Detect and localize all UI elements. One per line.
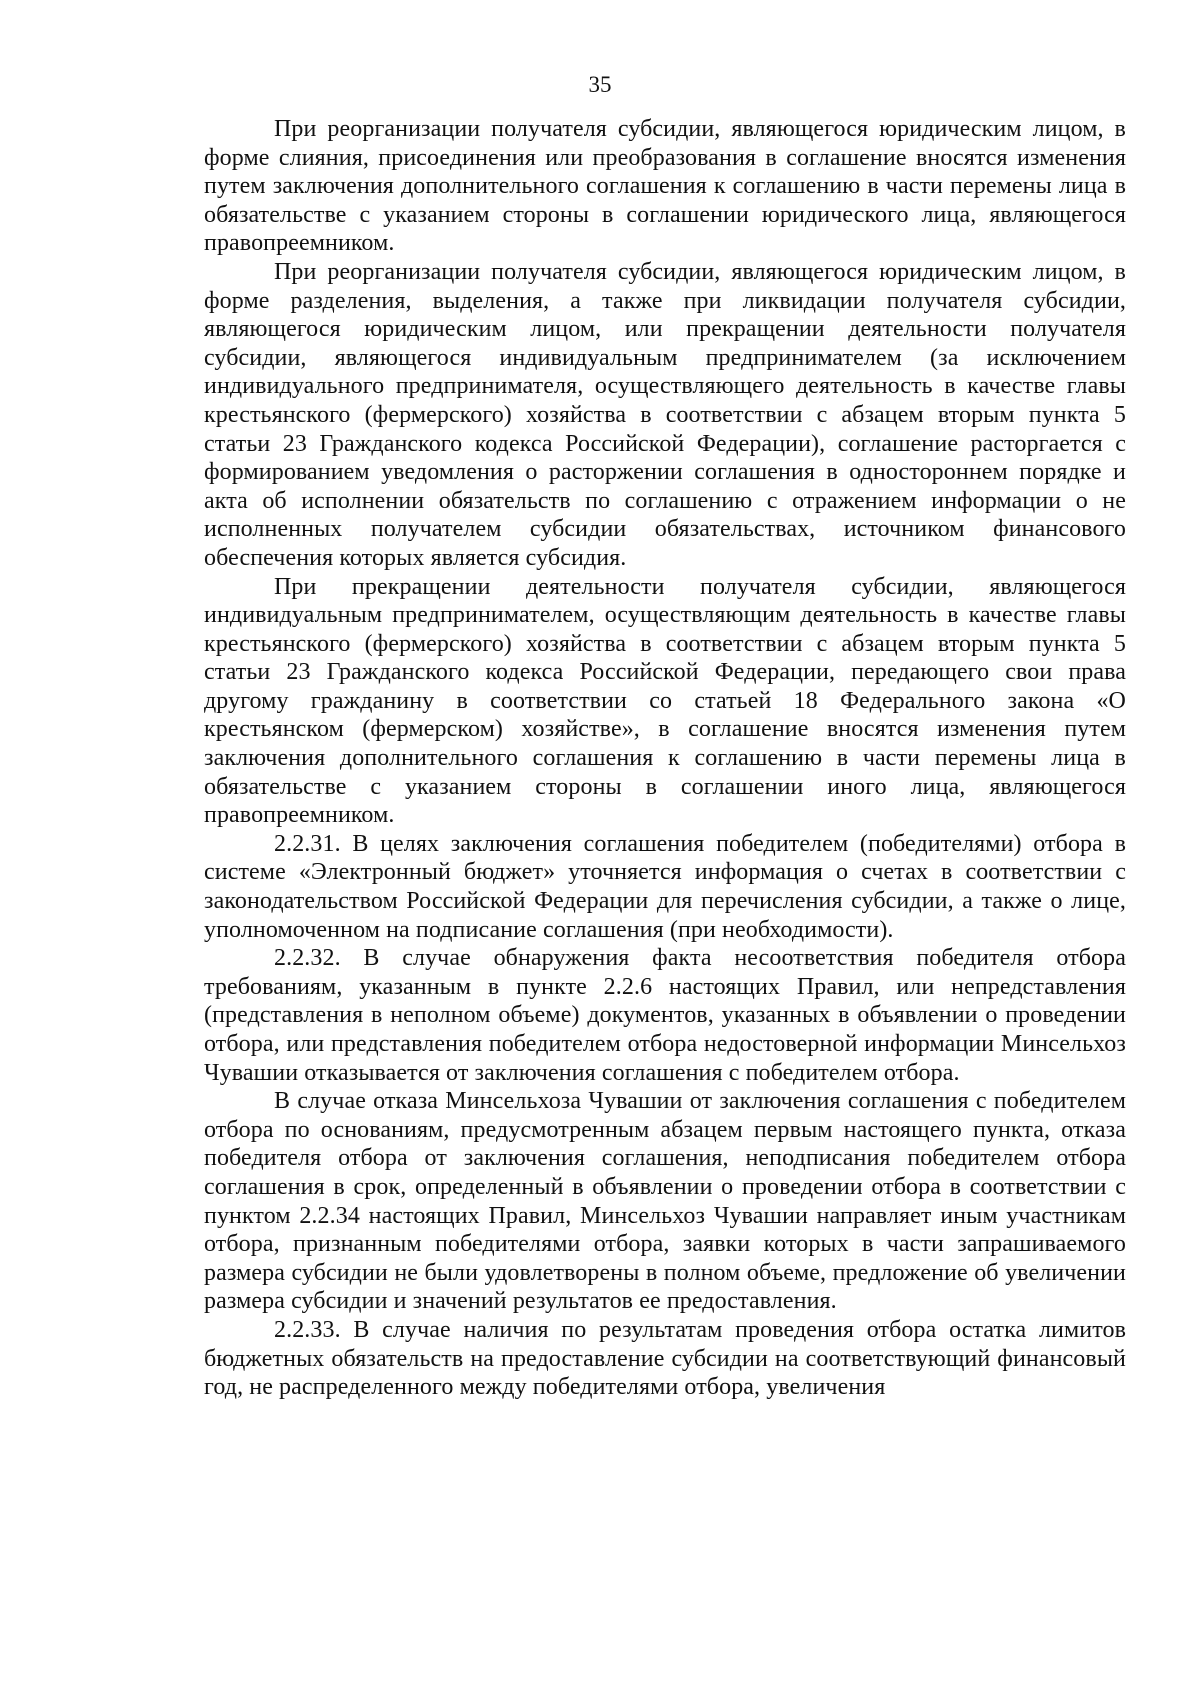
paragraph: При реорганизации получателя субсидии, являющегося юридическим лицом, в форме слияния, присоединения или преобразования в соглашение вносятся изменения путем заключения дополнительного соглашения к соглашению в части перемены лица в обязательстве с указанием стороны в соглашении юридического лица, являющегося правопреемником. bbox=[204, 116, 1126, 257]
paragraph: В случае отказа Минсельхоза Чувашии от заключения соглашения с победителем отбора по основаниям, предусмотренным абзацем первым настоящего пункта, отказа победителя отбора от заключения соглашения, неподписания победителем отбора соглашения в срок, определенный в объявлении о проведении отбора в соответствии с пунктом 2.2.34 настоящих Правил, Минсельхоз Чувашии направляет иным участникам отбора, признанным победителями отбора, заявки которых в части запрашиваемого размера субсидии не были удовлетворены в полном объеме, предложение об увеличении размера субсидии и значений результатов ее предоставления. bbox=[204, 1088, 1126, 1315]
paragraph-2-2-31: 2.2.31. В целях заключения соглашения победителем (победителями) отбора в системе «Электронный бюджет» уточняется информация о счетах в соответствии с законодательством Российской Федерации для перечисления субсидии, а также о лице, уполномоченном на подписание соглашения (при необходимости). bbox=[204, 830, 1126, 943]
paragraph: При прекращении деятельности получателя субсидии, являющегося индивидуальным предпринимателем, осуществляющим деятельность в качестве главы крестьянского (фермерского) хозяйства в соответствии с абзацем вторым пункта 5 статьи 23 Гражданского кодекса Российской Федерации, передающего свои права другому гражданину в соответствии со статьей 18 Федерального закона «О крестьянском (фермерском) хозяйстве», в соглашение вносятся изменения путем заключения дополнительного соглашения к соглашению в части перемены лица в обязательстве с указанием стороны в соглашении иного лица, являющегося правопреемником. bbox=[204, 573, 1126, 829]
document-body bbox=[204, 115, 1126, 1402]
paragraph-2-2-32: 2.2.32. В случае обнаружения факта несоответствия победителя отбора требованиям, указанным в пункте 2.2.6 настоящих Правил, или непредставления (представления в неполном объеме) документов, указанных в объявлении о проведении отбора, или представления победителем отбора недостоверной информации Минсельхоз Чувашии отказывается от заключения соглашения с победителем отбора. bbox=[204, 945, 1126, 1086]
paragraph: При реорганизации получателя субсидии, являющегося юридическим лицом, в форме разделения, выделения, а также при ликвидации получателя субсидии, являющегося юридическим лицом, или прекращении деятельности получателя субсидии, являющегося индивидуальным предпринимателем (за исключением индивидуального предпринимателя, осуществляющего деятельность в качестве главы крестьянского (фермерского) хозяйства в соответствии с абзацем вторым пункта 5 статьи 23 Гражданского кодекса Российской Федерации), соглашение расторгается с формированием уведомления о расторжении соглашения в одностороннем порядке и акта об исполнении обязательств по соглашению с отражением информации о не исполненных получателем субсидии обязательствах, источником финансового обеспечения которых является субсидия. bbox=[204, 258, 1126, 571]
paragraph-2-2-33: 2.2.33. В случае наличия по результатам проведения отбора остатка лимитов бюджетных обязательств на предоставление субсидии на соответствующий финансовый год, не распределенного между победителями отбора, увеличения bbox=[204, 1316, 1126, 1401]
page-number: 35 bbox=[588, 72, 612, 97]
